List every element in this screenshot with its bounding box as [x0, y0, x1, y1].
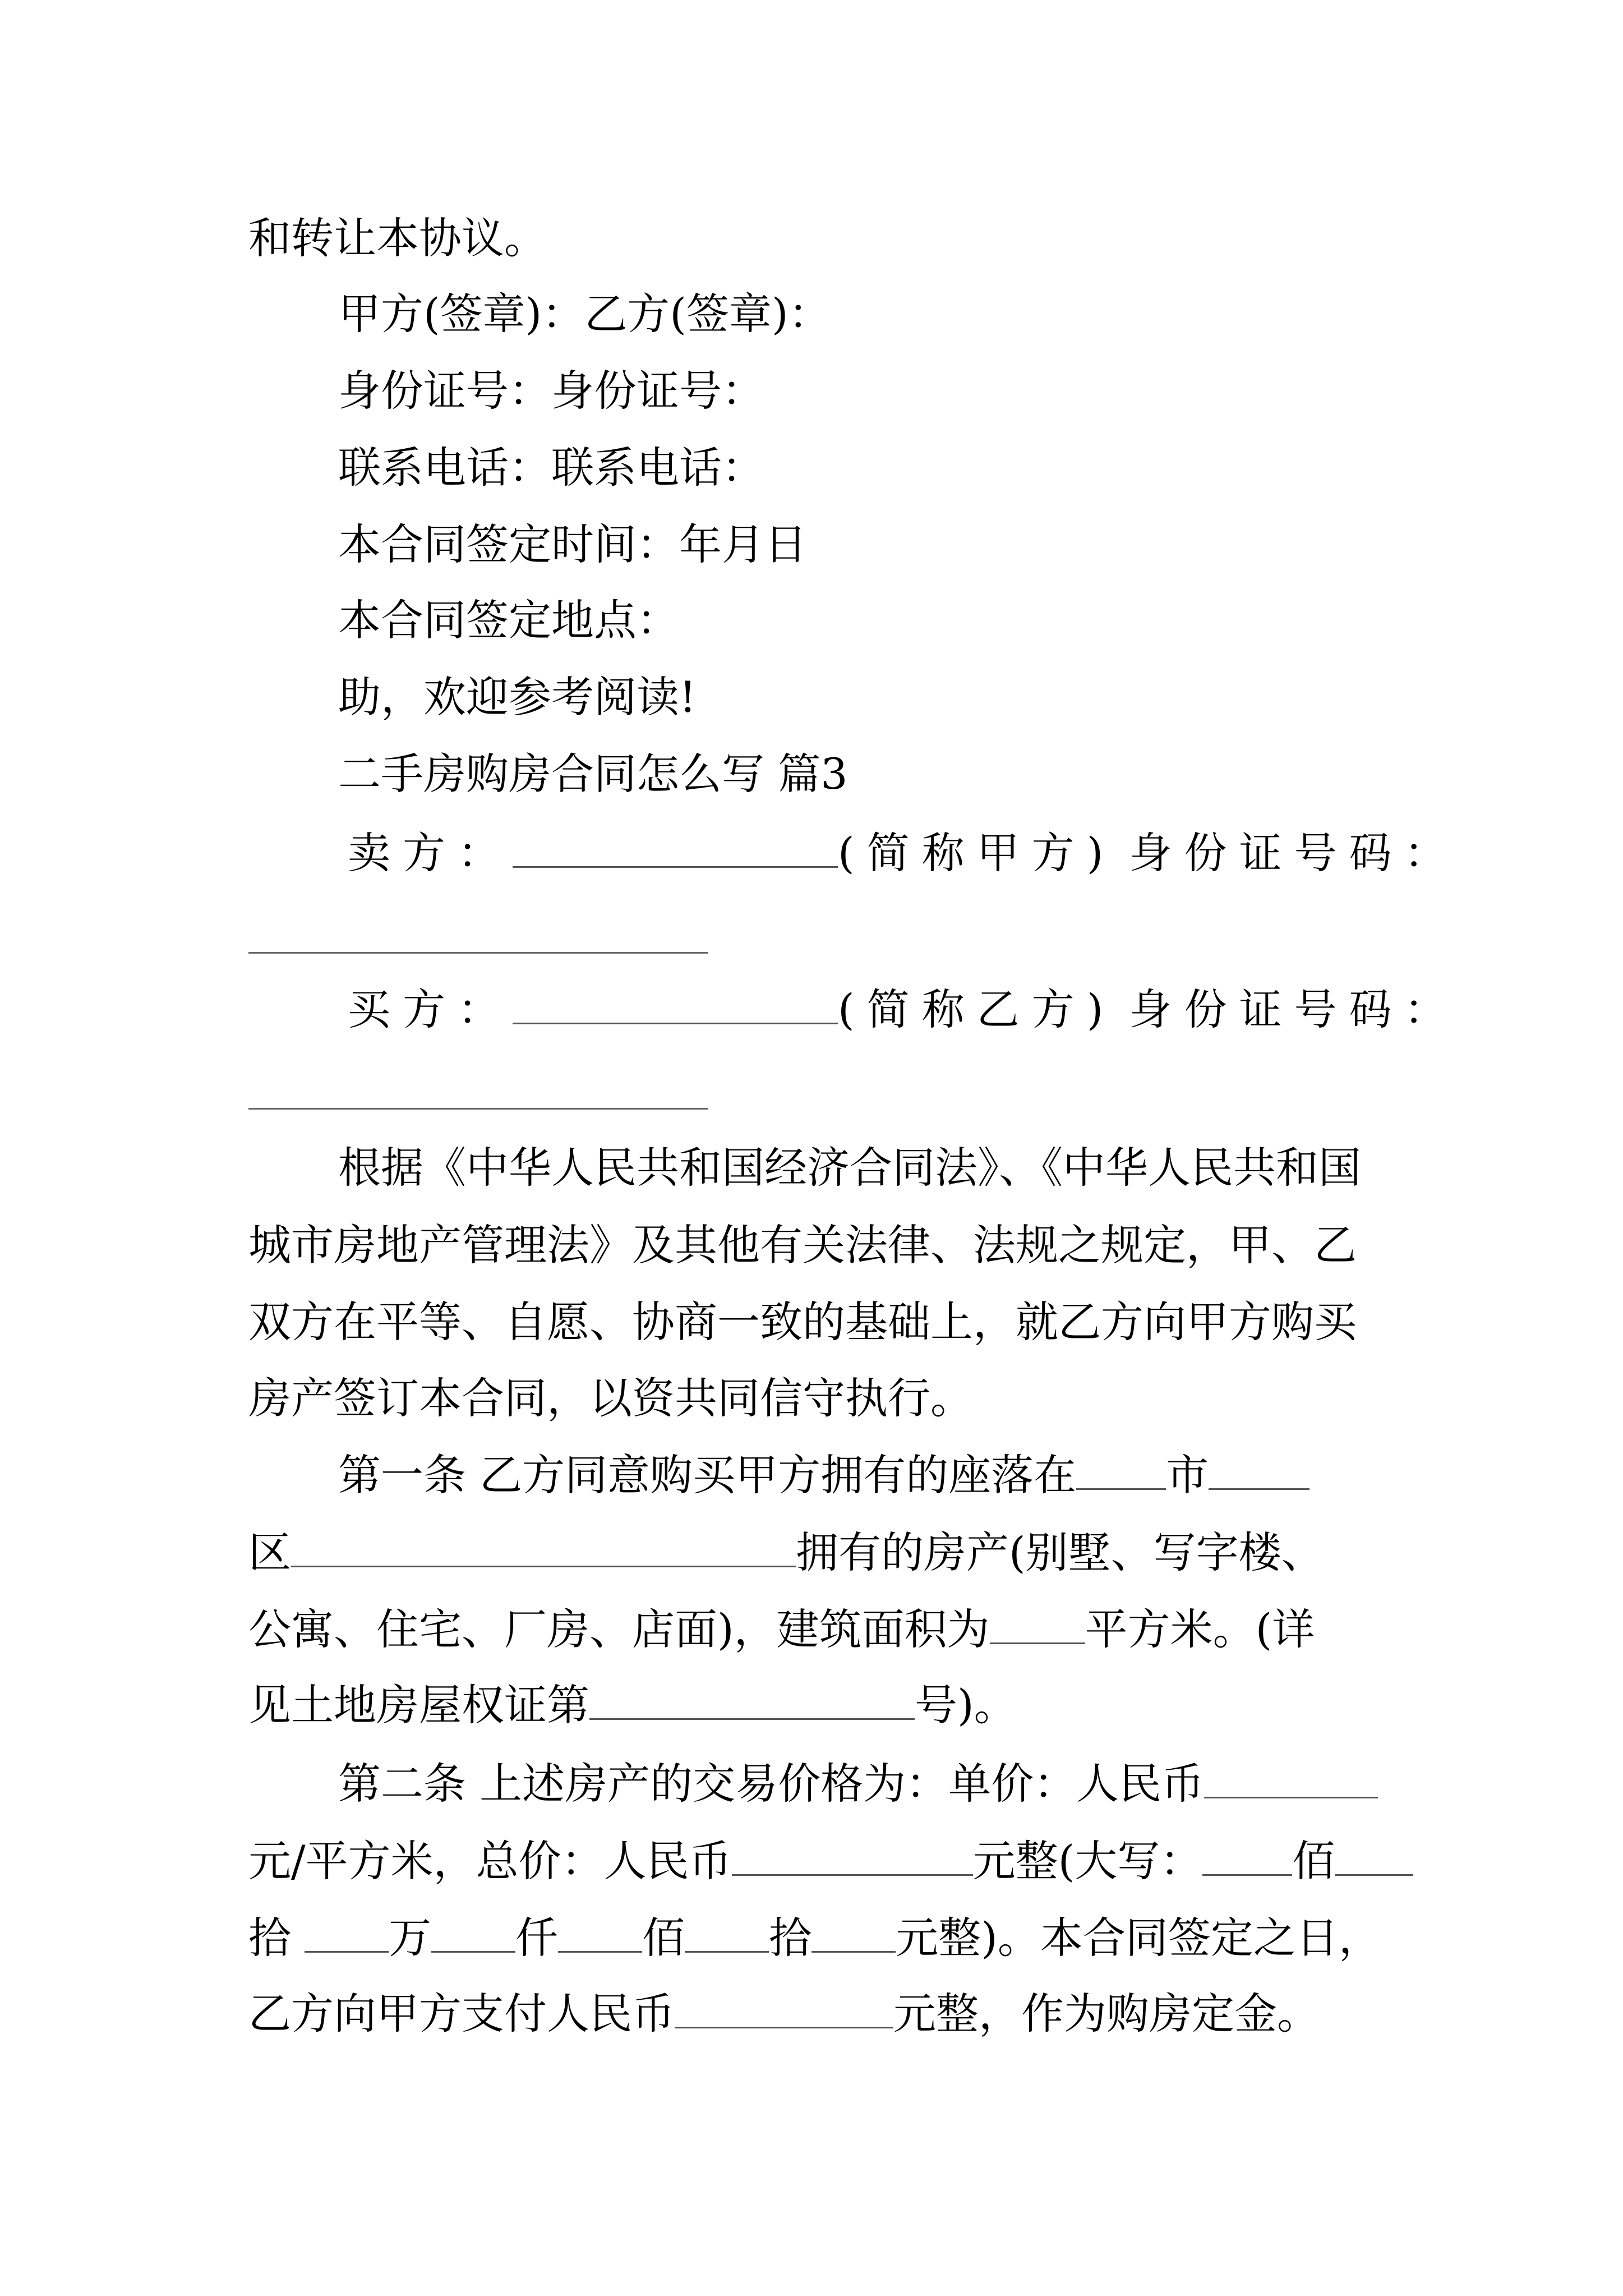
article1-text: 拥有的房产(别墅、写字楼、 [796, 1527, 1324, 1577]
shi-blank [685, 1912, 769, 1953]
intro-line: 根据《中华人民共和国经济合同法》、《中华人民共和国 [338, 1143, 1361, 1193]
district-blank [1209, 1449, 1310, 1490]
qian-blank [431, 1912, 515, 1953]
seller-name-blank [513, 827, 838, 868]
article2-text: 第二条 上述房产的交易价格为：单价：人民币 [338, 1759, 1205, 1809]
text-line: 联系电话：联系电话： [338, 443, 764, 493]
text-line: 和转让本协议。 [248, 213, 547, 263]
text-line: 身份证号：身份证号： [338, 366, 764, 416]
certificate-number-blank [589, 1679, 915, 1720]
article1-text: 第一条 乙方同意购买甲方拥有的座落在 [338, 1450, 1077, 1500]
wan-blank [305, 1912, 389, 1953]
section-heading: 二手房购房合同怎么写 篇3 [338, 749, 848, 799]
article2-line3 [248, 1910, 1387, 1966]
article2-text: 拾 [248, 1913, 291, 1963]
buyer-label: 买方： [348, 984, 513, 1034]
intro-line: 房产签订本合同，以资共同信守执行。 [248, 1373, 973, 1423]
text-line: 本合同签定时间：年月日 [338, 519, 807, 569]
article2-text: 元/平方米，总价：人民币 [248, 1836, 732, 1886]
intro-line: 城市房地产管理法》及其他有关法律、法规之规定，甲、乙 [248, 1220, 1357, 1270]
text-line: 助，欢迎参考阅读! [338, 672, 697, 722]
article2-text: 乙方向甲方支付人民币 [248, 1989, 675, 2039]
yuan-blank [811, 1912, 896, 1953]
article2-line2 [248, 1833, 1387, 1889]
article2-text: 佰 [1292, 1836, 1335, 1886]
article2-text: 元整，作为购房定金。 [893, 1989, 1320, 2039]
buyer-short: (简称乙方) [838, 984, 1116, 1034]
text-line: 甲方(签章)：乙方(签章)： [338, 289, 831, 339]
seller-short: (简称甲方) [838, 828, 1116, 878]
article1-line1 [338, 1447, 1477, 1503]
total-price-blank [732, 1835, 973, 1876]
article1-line3 [248, 1602, 1387, 1658]
intro-line: 双方在平等、自愿、协商一致的基础上，就乙方向甲方购买 [248, 1297, 1357, 1347]
buyer-id-label: 身份证号码： [1129, 984, 1459, 1034]
text-line: 本合同签定地点： [338, 595, 679, 645]
article2-text: 佰 [642, 1913, 685, 1963]
bai-blank [558, 1912, 642, 1953]
article1-text: 见土地房屋权证第 [248, 1680, 589, 1730]
area-blank [990, 1603, 1085, 1644]
address-blank [291, 1526, 796, 1567]
article2-line4 [248, 1986, 1387, 2042]
seller-id-blank [248, 952, 708, 954]
unit-price-blank [1204, 1757, 1378, 1798]
deposit-blank [675, 1987, 893, 2028]
buyer-line [348, 982, 1486, 1038]
article2-line1 [338, 1756, 1477, 1812]
article1-line4 [248, 1677, 1387, 1733]
seller-label: 卖方： [348, 828, 513, 878]
article1-line2 [248, 1525, 1387, 1581]
article1-text: 公寓、住宅、厂房、店面)，建筑面积为 [248, 1604, 990, 1654]
city-blank [1076, 1449, 1166, 1490]
article2-text: 元整)。本合同签定之日， [896, 1913, 1381, 1963]
seller-id-label: 身份证号码： [1129, 828, 1459, 878]
article2-text: 万 [389, 1913, 432, 1963]
article1-text: 平方米。(详 [1085, 1604, 1315, 1654]
seller-line [348, 825, 1486, 881]
article2-text: 仟 [515, 1913, 559, 1963]
buyer-id-blank [248, 1108, 708, 1110]
article1-text: 市 [1166, 1450, 1209, 1500]
article2-text: 元整(大写： [972, 1836, 1203, 1886]
article2-text: 拾 [769, 1913, 812, 1963]
buyer-name-blank [513, 983, 838, 1024]
article1-text: 号)。 [915, 1680, 1017, 1730]
article1-text: 区 [248, 1527, 291, 1577]
ten-blank [1335, 1835, 1413, 1876]
hundred-blank [1202, 1835, 1292, 1876]
